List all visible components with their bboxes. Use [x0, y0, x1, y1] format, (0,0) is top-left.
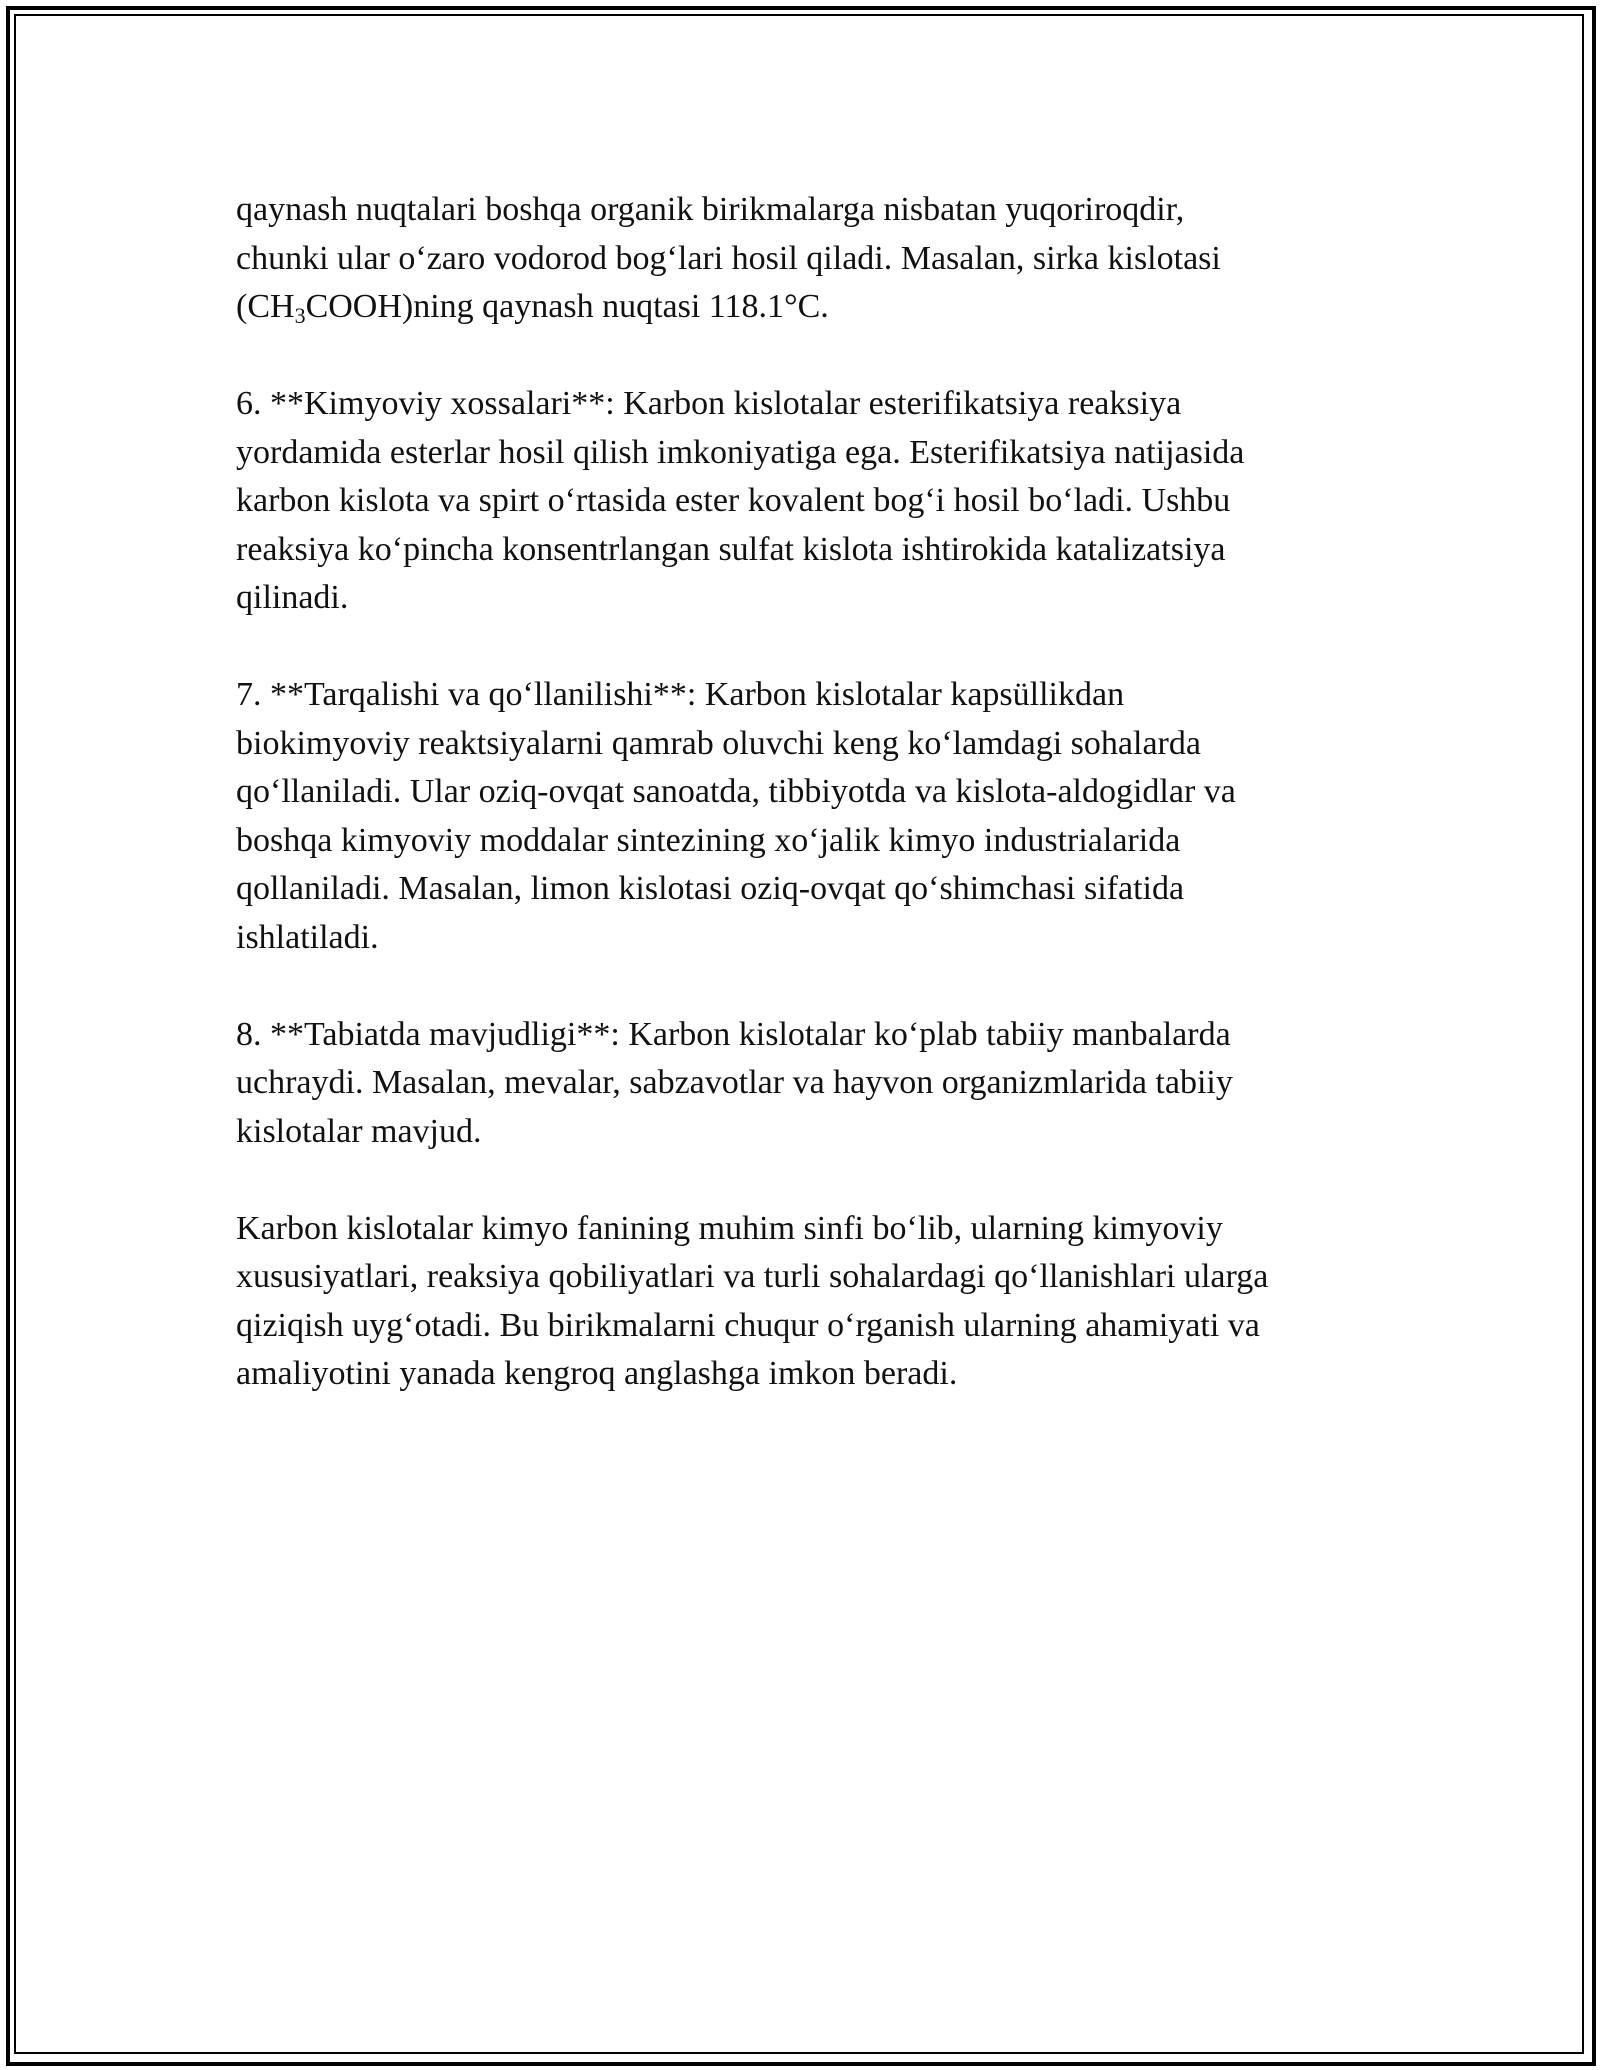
text-line: qo‘llaniladi. Ular oziq-ovqat sanoatda, tibbiyotda va kislota-aldogidlar va — [236, 773, 1236, 810]
document-body — [236, 186, 1366, 1447]
text-line: qollaniladi. Masalan, limon kislotasi oziq-ovqat qo‘shimchasi sifatida — [236, 870, 1185, 907]
formula-prefix: (CH — [236, 288, 295, 325]
formula-suffix: COOH)ning qaynash nuqtasi 118.1°C. — [305, 288, 829, 325]
paragraph-chemical-properties — [236, 380, 1366, 623]
formula-subscript: 3 — [294, 303, 306, 328]
text-line: Karbon kislotalar kimyo fanining muhim sinfi bo‘lib, ularning kimyoviy — [236, 1209, 1223, 1247]
paragraph-boiling-point — [236, 186, 1366, 332]
text-line: qaynash nuqtalari boshqa organik birikmalarga nisbatan yuqoriroqdir, — [236, 191, 1185, 228]
paragraph-distribution-usage — [236, 671, 1366, 962]
text-line: 7. **Tarqalishi va qo‘llanilishi**: Karbon kislotalar kapsüllikdan — [236, 676, 1125, 713]
paragraph-natural-occurrence — [236, 1011, 1366, 1157]
text-line: qilinadi. — [236, 579, 349, 616]
text-line: boshqa kimyoviy moddalar sintezining xo‘jalik kimyo industrialarida — [236, 821, 1181, 859]
text-line: xususiyatlari, reaksiya qobiliyatlari va turli sohalardagi qo‘llanishlari ularga — [236, 1258, 1269, 1295]
text-line: reaksiya ko‘pincha konsentrlangan sulfat kislota ishtirokida katalizatsiya — [236, 530, 1226, 568]
text-line: ishlatiladi. — [236, 918, 379, 956]
text-line: karbon kislota va spirt o‘rtasida ester kovalent bog‘i hosil bo‘ladi. Ushbu — [236, 482, 1231, 519]
text-line: uchraydi. Masalan, mevalar, sabzavotlar va hayvon organizmlarida tabiiy — [236, 1064, 1233, 1101]
text-line: 6. **Kimyoviy xossalari**: Karbon kislotalar esterifikatsiya reaksiya — [236, 385, 1182, 422]
text-line: yordamida esterlar hosil qilish imkoniyatiga ega. Esterifikatsiya natijasida — [236, 433, 1245, 471]
text-line: qiziqish uyg‘otadi. Bu birikmalarni chuqur o‘rganish ularning ahamiyati va — [236, 1306, 1260, 1344]
text-line: 8. **Tabiatda mavjudligi**: Karbon kislotalar ko‘plab tabiiy manbalarda — [236, 1015, 1231, 1053]
formula-line — [236, 283, 1366, 332]
text-line: kislotalar mavjud. — [236, 1112, 482, 1150]
text-line: chunki ular o‘zaro vodorod bog‘lari hosil qiladi. Masalan, sirka kislotasi — [236, 239, 1221, 277]
text-line: biokimyoviy reaktsiyalarni qamrab oluvchi keng ko‘lamdagi sohalarda — [236, 724, 1201, 762]
text-line: amaliyotini yanada kengroq anglashga imkon beradi. — [236, 1355, 958, 1392]
paragraph-conclusion — [236, 1205, 1366, 1399]
